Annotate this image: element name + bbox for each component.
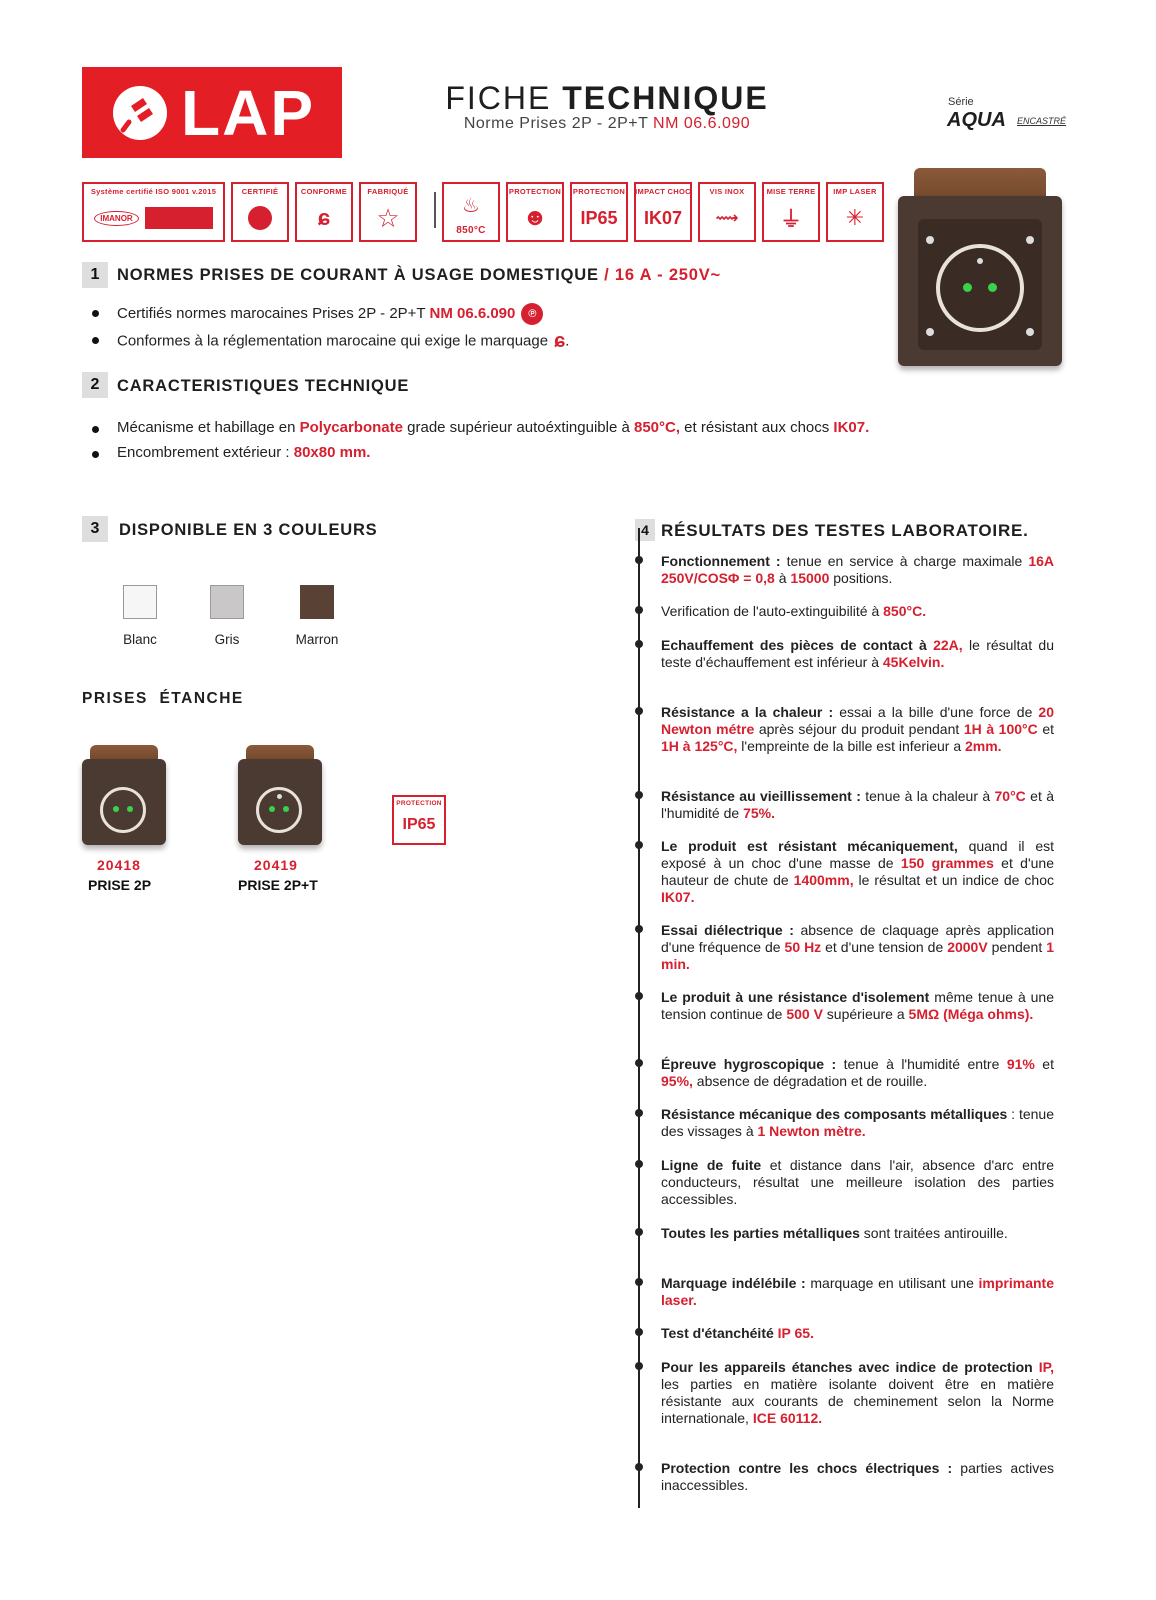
text-part: Encombrement extérieur : — [117, 444, 294, 461]
impact-label: IMPACT CHOC — [635, 187, 691, 196]
socket-ring — [100, 787, 146, 833]
serie-name: AQUA — [947, 109, 1006, 131]
text-part: à — [774, 570, 791, 586]
list-item: Conformes à la réglementation marocaine qui exige le marquage ɕ. — [117, 330, 570, 352]
text-part: quand il est exposé à un choc d'une masse de — [661, 838, 1055, 871]
result-heading: Toutes les parties métalliques — [661, 1225, 860, 1241]
highlight: 50 Hz — [784, 939, 822, 955]
child-face-icon: ☻ — [522, 204, 548, 231]
conforme-label: CONFORME — [300, 187, 348, 196]
text-part: pendent — [987, 939, 1047, 955]
highlight: 22A, — [933, 637, 963, 653]
section-number: 1 — [82, 262, 108, 288]
section-number: 2 — [82, 372, 108, 398]
page-subtitle — [437, 115, 777, 133]
text-part: Conformes à la réglementation marocaine qui exige le marquage — [117, 332, 549, 350]
socket-pin-left — [963, 283, 972, 292]
socket-earth-pin — [277, 794, 282, 799]
timeline-line — [638, 528, 640, 1508]
screw-icon — [926, 236, 934, 244]
result-heading: Marquage indélébile : — [661, 1275, 806, 1291]
result-heading: Résistance mécanique des composants métalliques — [661, 1106, 1008, 1122]
result-item — [661, 989, 1054, 1023]
socket-pin-right — [127, 806, 133, 812]
result-heading: Ligne de fuite — [661, 1157, 762, 1173]
text-part: Verification de l'auto-extinguibilité à — [661, 603, 884, 619]
terre-label: MISE TERRE — [766, 187, 816, 196]
product-name: PRISE 2P — [88, 877, 152, 893]
color-label: Blanc — [123, 632, 157, 647]
section1-title-suffix: / 16 A - 250V~ — [598, 266, 721, 284]
result-item — [661, 1460, 1054, 1494]
result-item — [661, 704, 1054, 755]
color-label: Marron — [295, 632, 339, 647]
flame-icon: ♨ — [462, 194, 480, 217]
highlight: 850°C, — [633, 419, 681, 436]
text-part: tenue à l'humidité entre — [836, 1056, 1007, 1072]
text-part: et d'une tension de — [821, 939, 948, 955]
result-heading: Le produit est résistant mécaniquement, — [661, 838, 958, 854]
highlight: ICE 60112. — [752, 1410, 823, 1426]
socket-pin-right — [283, 806, 289, 812]
highlight: 91% — [1006, 1056, 1035, 1072]
text-part: : tenue des vissages à — [661, 1106, 1054, 1139]
text-part: l'empreinte de la bille est inferieur a — [737, 738, 965, 754]
ground-icon: ⏚ — [779, 206, 802, 232]
protection-child-badge — [506, 182, 564, 242]
text-part: et résistant aux chocs — [680, 419, 834, 436]
highlight: 70°C — [994, 788, 1026, 804]
text-part: et — [1037, 721, 1054, 737]
color-swatch-brown — [300, 585, 334, 619]
conformity-mark-icon: ɕ — [317, 205, 331, 230]
text-part: Mécanisme et habillage en — [117, 419, 300, 436]
laser-badge — [826, 182, 884, 242]
fabrique-badge — [359, 182, 417, 242]
conforme-badge — [295, 182, 353, 242]
text-part: et à l'humidité de — [661, 788, 1054, 821]
certifie-badge — [231, 182, 289, 242]
highlight: 80x80 mm. — [293, 444, 371, 461]
result-item — [661, 838, 1054, 906]
highlight: 5MΩ (Méga ohms). — [908, 1006, 1034, 1022]
product-photo-20418 — [82, 745, 166, 845]
highlight: 1 Newton mètre. — [757, 1123, 866, 1139]
text-part: même tenue à une tension continue de — [661, 989, 1054, 1022]
highlight: IK07. — [661, 889, 695, 905]
laser-label: IMP LASER — [833, 187, 877, 196]
highlight: 95%, — [661, 1073, 693, 1089]
text-part: les parties en matière isolante doivent être en matière résistante aux courants de cheminement selon la Norme internationale, — [661, 1376, 1054, 1426]
result-heading: Echauffement des pièces de contact à — [661, 637, 934, 653]
text-part: et distance dans l'air, absence d'arc entre conducteurs, résultat une meilleure isolation des parties accessibles. — [661, 1157, 1054, 1207]
highlight: 2mm. — [965, 738, 1002, 754]
product-code: 20419 — [254, 857, 298, 873]
highlight: IP 65. — [777, 1325, 814, 1341]
product-name: PRISE 2P+T — [238, 877, 318, 893]
color-swatch-grey — [210, 585, 244, 619]
result-heading: Essai diélectrique : — [661, 922, 794, 938]
highlight: 20 Newton métre — [661, 704, 1054, 737]
lap-logo — [82, 67, 342, 158]
subtitle-norm: NM 06.6.090 — [653, 115, 751, 132]
text-part: le résultat du teste d'échauffement est inférieur à — [661, 637, 1054, 670]
text-part: tenue en service à charge maximale — [780, 553, 1029, 569]
text-part: grade supérieur autoéxtinguible à — [402, 419, 634, 436]
serie-label: Série — [948, 96, 974, 108]
certification-icon — [248, 206, 272, 230]
result-heading: Fonctionnement : — [661, 553, 781, 569]
text-part: tenue à la chaleur à — [860, 788, 995, 804]
protection-label: PROTECTION — [396, 800, 442, 807]
ip65-badge — [392, 795, 446, 845]
result-item — [661, 1056, 1054, 1090]
result-item — [661, 788, 1054, 822]
ip-value: IP65 — [402, 816, 436, 833]
highlight: IP, — [1038, 1359, 1054, 1375]
highlight: 500 V — [786, 1006, 823, 1022]
result-heading: Résistance au vieillissement : — [661, 788, 861, 804]
imanor-logo: IMANOR — [94, 211, 138, 226]
result-item — [661, 1325, 1054, 1342]
terre-badge — [762, 182, 820, 242]
section1-title: NORMES PRISES DE COURANT À USAGE DOMESTIQUE — [117, 266, 599, 284]
highlight: imprimante laser. — [661, 1275, 1055, 1308]
socket-earth-pin — [977, 258, 983, 264]
section-title: DISPONIBLE EN 3 COULEURS — [119, 521, 378, 539]
socket-pin-left — [269, 806, 275, 812]
ik-value: IK07 — [643, 207, 683, 228]
result-item — [661, 1359, 1054, 1427]
result-item — [661, 1275, 1054, 1309]
text-part: Certifiés normes marocaines Prises 2P - 2P+T — [117, 304, 430, 322]
screw-icon — [1026, 328, 1034, 336]
result-item — [661, 1106, 1054, 1140]
screw-icon — [1026, 236, 1034, 244]
color-label: Gris — [214, 632, 240, 647]
text-part: positions. — [829, 570, 893, 586]
highlight: IK07. — [833, 419, 870, 436]
socket-pin-right — [988, 283, 997, 292]
result-heading: Résistance a la chaleur : — [661, 704, 834, 720]
result-heading: Pour les appareils étanches avec indice de protection — [661, 1359, 1039, 1375]
products-heading: PRISES ÉTANCHE — [82, 690, 244, 707]
title-bold: TECHNIQUE — [562, 80, 769, 116]
text-part: absence de claquage après application d'une fréquence de — [661, 922, 1054, 955]
result-heading: Test d'étanchéité — [661, 1325, 778, 1341]
list-item — [117, 303, 543, 325]
result-heading: Épreuve hygroscopique : — [661, 1056, 837, 1072]
text-part: marquage en utilisant une — [805, 1275, 979, 1291]
logo-text: LAP — [181, 76, 315, 149]
text-part: supérieure a — [822, 1006, 909, 1022]
vis-badge — [698, 182, 756, 242]
protection1-label: PROTECTION — [508, 187, 562, 196]
subtitle-prefix: Norme Prises 2P - 2P+T — [463, 115, 654, 132]
ip-badge — [570, 182, 628, 242]
title-light: FICHE — [445, 80, 563, 116]
product-photo-20419 — [238, 745, 322, 845]
result-heading: Protection contre les chocs électriques : — [661, 1460, 953, 1476]
highlight: Polycarbonate — [299, 419, 403, 436]
iso-badge — [82, 182, 225, 242]
ip-value: IP65 — [580, 207, 618, 228]
highlight: 45Kelvin. — [882, 654, 945, 670]
text-part: et d'une hauteur de chute de — [661, 855, 1054, 888]
text-part: essai a la bille d'une force de — [833, 704, 1039, 720]
result-item — [661, 922, 1054, 973]
temperature-badge — [442, 182, 500, 242]
vis-label: VIS INOX — [709, 187, 745, 196]
highlight: 150 grammes — [900, 855, 994, 871]
result-item — [661, 553, 1054, 587]
list-item — [117, 444, 370, 461]
section-title: CARACTERISTIQUES TECHNIQUE — [117, 377, 410, 395]
highlight: 16A 250V/COSΦ = 0,8 — [661, 553, 1054, 586]
section-number: 4 — [635, 519, 655, 541]
text-part: et — [1034, 1056, 1054, 1072]
screw-icon: ⟿ — [715, 210, 739, 227]
screw-icon — [926, 328, 934, 336]
highlight: 850°C. — [883, 603, 927, 619]
section-title — [117, 266, 721, 285]
text-part: absence de dégradation et de rouille. — [692, 1073, 928, 1089]
socket-pin-left — [113, 806, 119, 812]
protection2-label: PROTECTION — [572, 187, 626, 196]
temp-label: 850°C — [456, 225, 486, 236]
laser-icon: ✳ — [845, 205, 865, 230]
fabrique-label: FABRIQUÉ — [367, 187, 409, 196]
product-photo-large — [898, 168, 1062, 366]
iso-label: Système certifié ISO 9001 v.2015 — [90, 187, 217, 196]
certifie-label: CERTIFIÉ — [241, 187, 279, 196]
text-part: après séjour du produit pendant — [754, 721, 964, 737]
page-title — [437, 80, 777, 117]
highlight: 15000 — [790, 570, 830, 586]
serie-sub: ENCASTRÉ — [1017, 116, 1067, 126]
section-title: RÉSULTATS DES TESTES LABORATOIRE. — [661, 521, 1029, 540]
color-swatch-white — [123, 585, 157, 619]
result-item — [661, 1157, 1054, 1208]
title-block — [437, 80, 777, 133]
section-number: 3 — [82, 516, 108, 542]
highlight: 1H à 100°C — [963, 721, 1038, 737]
result-heading: Le produit à une résistance d'isolement — [661, 989, 930, 1005]
star-icon: ☆ — [376, 202, 400, 233]
result-item — [661, 637, 1054, 671]
list-item — [117, 419, 869, 436]
certification-icon: ℗ — [521, 303, 543, 325]
plug-icon — [109, 82, 171, 144]
product-code: 20418 — [97, 857, 141, 873]
badge-separator — [434, 192, 436, 228]
highlight: 1H à 125°C, — [661, 738, 738, 754]
text-part: le résultat et un indice de choc — [853, 872, 1054, 888]
impact-badge — [634, 182, 692, 242]
text-part: parties actives inaccessibles. — [661, 1460, 1054, 1493]
iso-seal-icon — [145, 207, 213, 229]
result-item — [661, 603, 1054, 620]
highlight: 1400mm, — [793, 872, 854, 888]
highlight: 1 min. — [661, 939, 1054, 972]
result-item — [661, 1225, 1054, 1242]
highlight: 75%. — [743, 805, 775, 821]
norm-ref: NM 06.6.090 — [429, 304, 516, 322]
text-part: sont traitées antirouille. — [859, 1225, 1008, 1241]
conformity-mark-icon: ɕ — [554, 330, 566, 352]
highlight: 2000V — [947, 939, 988, 955]
